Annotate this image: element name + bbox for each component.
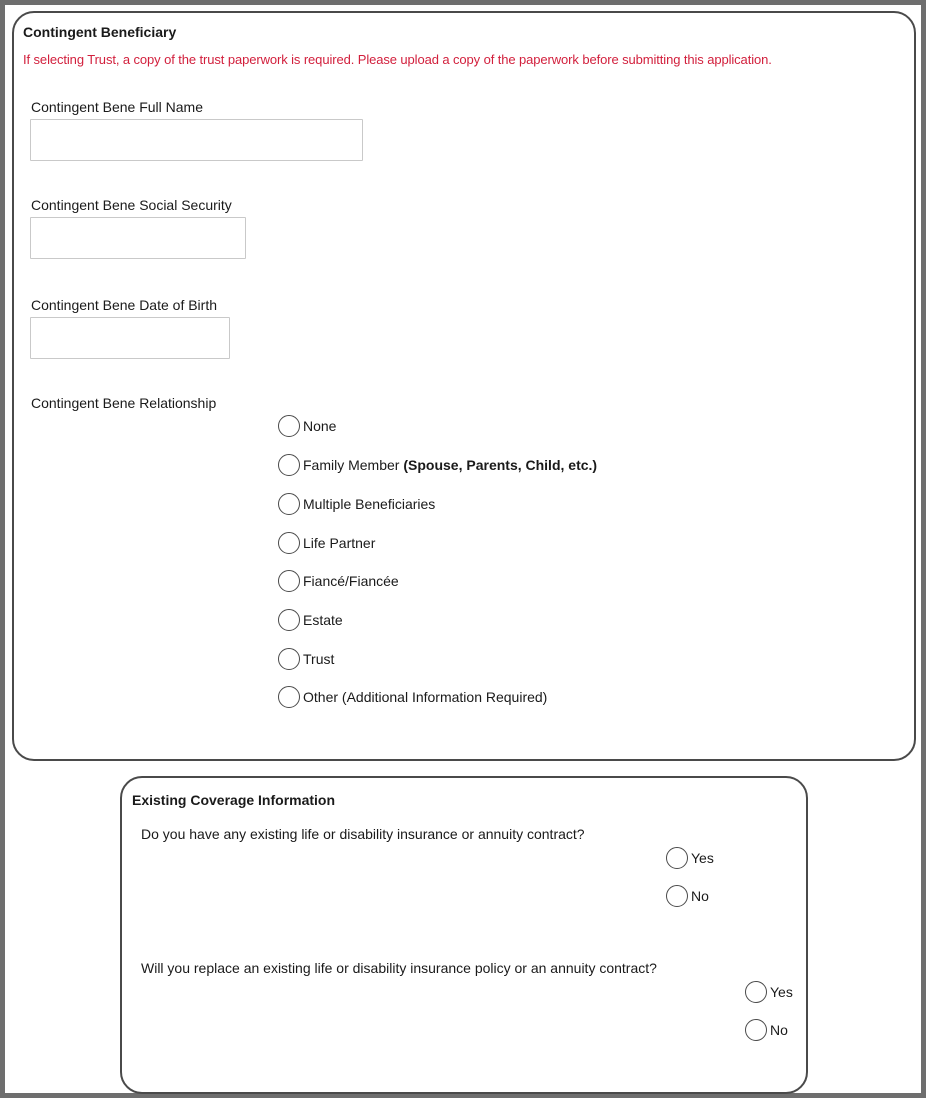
relationship-option-family-member[interactable] [278,453,597,477]
radio-button[interactable] [278,648,300,670]
radio-button[interactable] [278,415,300,437]
radio-button[interactable] [278,686,300,708]
replacement-no[interactable] [745,1018,788,1042]
existing-coverage-title: Existing Coverage Information [132,792,336,808]
dob-input[interactable] [30,317,230,359]
replacement-yes[interactable] [745,980,793,1004]
ssn-input[interactable] [30,217,246,259]
radio-button[interactable] [278,454,300,476]
relationship-option-none[interactable] [278,414,336,438]
family-member-examples: (Spouse, Parents, Child, etc.) [403,457,598,473]
radio-label: Trust [303,651,335,667]
relationship-option-life-partner[interactable] [278,531,375,555]
relationship-option-trust[interactable] [278,647,334,671]
full-name-input[interactable] [30,119,363,161]
contingent-beneficiary-title: Contingent Beneficiary [23,24,177,40]
radio-label: Life Partner [303,535,376,551]
radio-button[interactable] [278,532,300,554]
radio-label: Multiple Beneficiaries [303,496,436,512]
radio-button[interactable] [666,847,688,869]
existing-insurance-no[interactable] [666,884,709,908]
radio-button[interactable] [278,493,300,515]
radio-label: Other (Additional Information Required) [303,689,548,705]
existing-insurance-question: Do you have any existing life or disability insurance or annuity contract? [141,826,585,842]
relationship-option-other[interactable] [278,685,547,709]
relationship-option-fiance[interactable] [278,569,399,593]
replacement-question: Will you replace an existing life or disability insurance policy or an annuity contract? [141,960,657,976]
dob-label: Contingent Bene Date of Birth [31,297,218,313]
ssn-label: Contingent Bene Social Security [31,197,232,213]
relationship-option-multiple[interactable] [278,492,435,516]
trust-notice: If selecting Trust, a copy of the trust paperwork is required. Please upload a copy of the paperwork before submitting this application. [23,52,772,67]
radio-button[interactable] [666,885,688,907]
radio-label: Yes [770,984,793,1000]
radio-button[interactable] [745,981,767,1003]
existing-coverage-panel [120,776,808,1094]
radio-label [303,457,597,473]
radio-button[interactable] [278,609,300,631]
radio-label: No [691,888,709,904]
full-name-label: Contingent Bene Full Name [31,99,203,115]
relationship-label: Contingent Bene Relationship [31,395,217,411]
radio-button[interactable] [278,570,300,592]
relationship-option-estate[interactable] [278,608,343,632]
radio-label: No [770,1022,788,1038]
radio-label: Yes [691,850,714,866]
radio-button[interactable] [745,1019,767,1041]
radio-label: Estate [303,612,343,628]
existing-insurance-yes[interactable] [666,846,714,870]
radio-label: None [303,418,337,434]
family-member-label: Family Member [303,457,404,473]
radio-label: Fiancé/Fiancée [303,573,399,589]
